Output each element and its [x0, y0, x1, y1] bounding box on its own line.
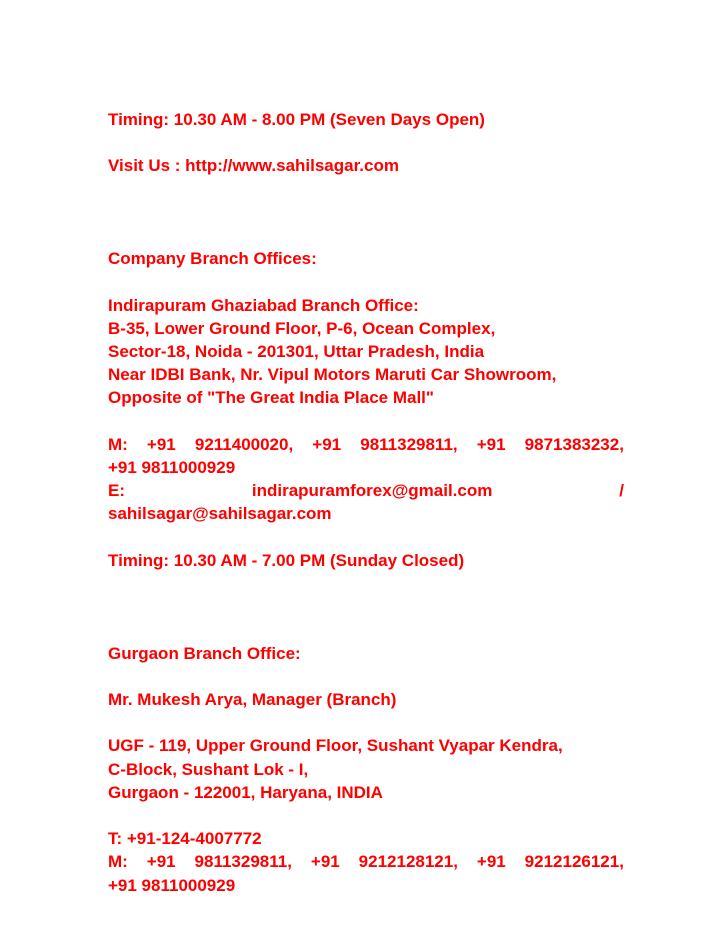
branches-heading: Company Branch Offices:	[108, 249, 317, 269]
mobile-part: +91	[310, 852, 340, 872]
gurgaon-mobile-cont: +91 9811000929	[108, 875, 236, 895]
spacer	[108, 595, 624, 618]
mobile-label: M:	[108, 434, 128, 454]
spacer	[108, 572, 624, 595]
gurgaon-manager: Mr. Mukesh Arya, Manager (Branch)	[108, 689, 397, 709]
indirapuram-mobile	[108, 433, 624, 456]
indirapuram-email	[108, 479, 624, 502]
spacer	[108, 526, 624, 549]
mobile-part: 9811329811,	[194, 852, 292, 872]
spacer	[108, 665, 624, 688]
indirapuram-email-cont[interactable]: sahilsagar@sahilsagar.com	[108, 504, 332, 524]
spacer	[108, 618, 624, 641]
indirapuram-title: Indirapuram Ghaziabad Branch Office:	[108, 295, 419, 315]
website-link[interactable]: Visit Us : http://www.sahilsagar.com	[108, 156, 399, 176]
store-timing: Timing: 10.30 AM - 8.00 PM (Seven Days Open)	[108, 110, 485, 129]
gurgaon-address-line: Gurgaon - 122001, Haryana, INDIA	[108, 782, 383, 802]
gurgaon-address-line: UGF - 119, Upper Ground Floor, Sushant Vyapar Kendra,	[108, 736, 563, 756]
mobile-label: M:	[108, 852, 128, 872]
mobile-part: 9212128121,	[358, 852, 458, 872]
mobile-part: 9212126121,	[524, 852, 624, 872]
indirapuram-address-line: Opposite of "The Great India Place Mall"	[108, 388, 434, 408]
spacer	[108, 410, 624, 433]
spacer	[108, 178, 624, 201]
gurgaon-mobile	[108, 850, 624, 873]
email-address[interactable]: indirapuramforex@gmail.com	[251, 481, 493, 501]
document-page	[108, 108, 624, 897]
indirapuram-mobile-cont: +91 9811000929	[108, 457, 236, 477]
gurgaon-title: Gurgaon Branch Office:	[108, 643, 301, 663]
indirapuram-address-line: B-35, Lower Ground Floor, P-6, Ocean Complex,	[108, 318, 496, 338]
spacer	[108, 131, 624, 154]
spacer	[108, 201, 624, 224]
mobile-part: +91	[476, 852, 506, 872]
email-label: E:	[108, 481, 125, 501]
mobile-part: +91	[146, 434, 176, 454]
mobile-part: +91	[146, 852, 176, 872]
spacer	[108, 804, 624, 827]
indirapuram-address-line: Sector-18, Noida - 201301, Uttar Pradesh, India	[108, 341, 485, 361]
gurgaon-phone: T: +91-124-4007772	[108, 829, 262, 849]
spacer	[108, 711, 624, 734]
mobile-part: 9811329811,	[360, 434, 458, 454]
email-separator: /	[619, 481, 624, 501]
mobile-part: +91	[476, 434, 506, 454]
gurgaon-address-line: C-Block, Sushant Lok - I,	[108, 759, 309, 779]
spacer	[108, 224, 624, 247]
spacer	[108, 270, 624, 293]
mobile-part: 9871383232,	[524, 434, 624, 454]
mobile-part: +91	[312, 434, 342, 454]
mobile-part: 9211400020,	[194, 434, 294, 454]
indirapuram-timing: Timing: 10.30 AM - 7.00 PM (Sunday Closed)	[108, 550, 465, 570]
indirapuram-address-line: Near IDBI Bank, Nr. Vipul Motors Maruti Car Showroom,	[108, 365, 557, 385]
